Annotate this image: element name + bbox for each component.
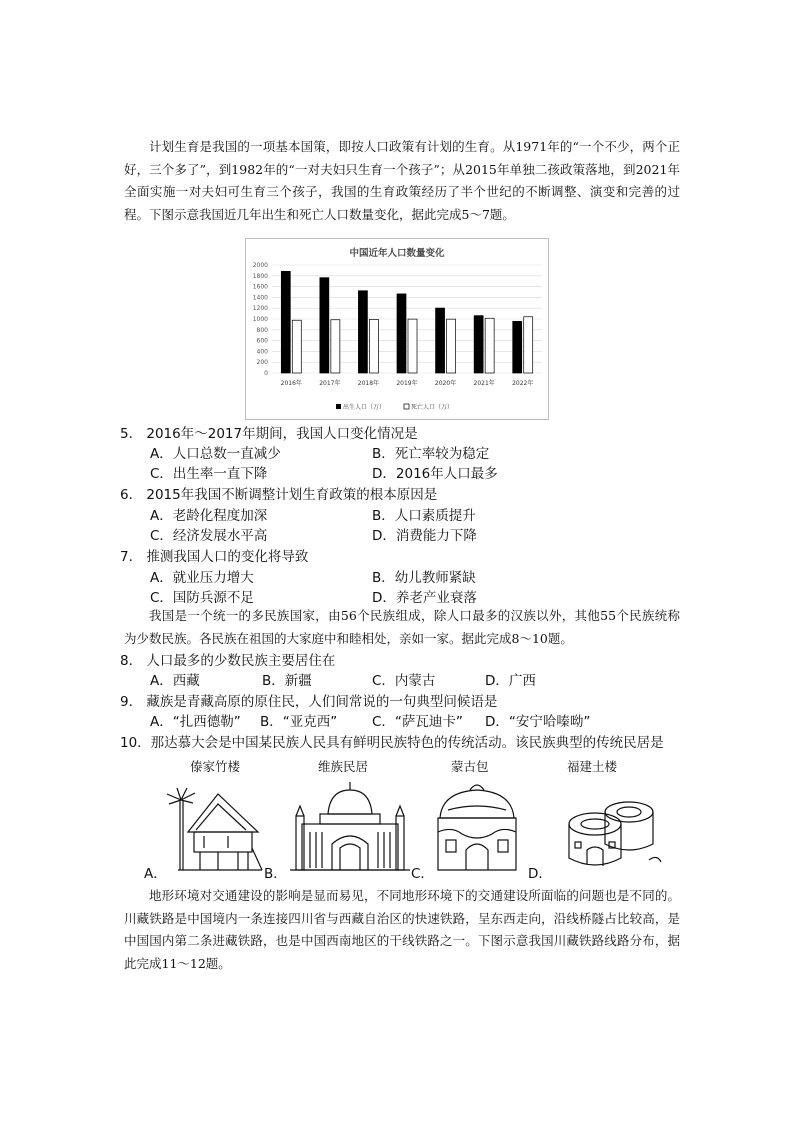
y-tick-label: 1200 [252,305,268,313]
question-9-stem: 9． 藏族是青藏高原的原住民，人们间常说的一句典型问候语是 [120,694,498,710]
births-bar-2018年 [358,291,367,373]
mongolian-yurt-illustration[interactable] [432,772,522,878]
question-10-stem: 10．那达慕大会是中国某民族人民具有鲜明民族特色的传统活动。该民族典型的传统民居是 [120,735,664,751]
fujian-tulou-illustration[interactable] [563,794,663,878]
births-bar-2016年 [281,271,290,373]
uyghur-house-illustration[interactable] [290,772,410,878]
x-tick-label: 2019年 [396,380,418,387]
house-option-b-letter: B． [264,866,287,882]
question-9-option-d[interactable]: D．“安宁哈嗪呦” [485,714,591,730]
question-6-option-a[interactable]: A．老龄化程度加深 [150,508,268,524]
house-label-mongolian-yurt: 蒙古包 [451,759,489,774]
chart-legend [336,403,453,411]
question-9-option-c[interactable]: C．“萨瓦迪卡” [372,714,463,730]
x-tick-label: 2018年 [357,380,380,387]
y-tick-label: 400 [256,348,268,356]
y-tick-label: 1800 [252,272,268,280]
deaths-bar-2016年 [292,320,301,373]
y-tick-label: 0 [264,370,268,377]
births-bar-2017年 [320,278,329,373]
intro-paragraph-sichuan-tibet-railway: 地形环境对交通建设的影响是显而易见，不同地形环境下的交通建设所面临的问题也是不同的。川藏铁路是中国境内一条连接四川省与西藏自治区的快速铁路，呈东西走向，沿线桥隧占比较高，是中国国内第二条进藏铁路，也是中国西南地区的干线铁路之一。下图示意我国川藏铁路线路分布，据此完成11～12题。 [124,888,680,971]
births-bar-2021年 [474,316,483,373]
x-tick-label: 2020年 [434,380,457,387]
y-tick-label: 600 [256,337,268,345]
house-option-c-letter: C． [411,866,434,882]
question-8-stem: 8． 人口最多的少数民族主要居住在 [120,653,336,669]
intro-paragraph-population: 计划生育是我国的一项基本国策，即按人口政策有计划的生育。从1971年的“一个不少，两个正好，三个多了”，到1982年的“一对夫妇只生育一个孩子”；从2015年单独二孩政策落地，到2021年全面实施一对夫妇可生育三个孩子，我国的生育政策经历了半个世纪的不断调整、演变和完善的过程。下图示意我国近几年出生和死亡人口数量变化，据此完成5～7题。 [124,139,680,222]
y-tick-label: 1600 [252,283,268,291]
house-option-d-letter: D． [528,866,552,882]
legend-births: 出生人口（万） [343,404,386,411]
deaths-bar-2022年 [524,317,533,373]
question-9-option-a[interactable]: A．“扎西德勒” [150,714,241,730]
house-option-a-letter: A． [144,866,167,882]
x-tick-label: 2022年 [512,380,534,387]
question-8-option-c[interactable]: C．内蒙古 [372,673,436,689]
deaths-bar-2018年 [369,319,378,373]
question-7-option-c[interactable]: C．国防兵源不足 [150,590,254,606]
question-6-option-c[interactable]: C．经济发展水平高 [150,528,268,544]
question-7-option-b[interactable]: B．幼儿教师紧缺 [372,570,476,586]
y-tick-label: 2000 [252,262,268,269]
births-bar-2019年 [397,294,406,373]
question-6-option-b[interactable]: B．人口素质提升 [372,508,476,524]
y-tick-label: 800 [256,326,268,334]
house-label-fujian-tulou: 福建土楼 [567,759,618,774]
deaths-bar-2020年 [447,319,456,373]
question-9-option-b[interactable]: B．“亚克西” [260,714,338,730]
deaths-bar-2019年 [408,319,417,373]
births-bar-2022年 [513,321,522,373]
house-label-uyghur: 维族民居 [318,759,369,774]
question-5-option-d[interactable]: D．2016年人口最多 [372,466,498,482]
births-bar-2020年 [436,308,445,373]
chart-title: 中国近年人口数量变化 [349,248,445,259]
intro-paragraph-ethnic-groups: 我国是一个统一的多民族国家，由56个民族组成，除人口最多的汉族以外，其他55个民族统称为少数民族。各民族在祖国的大家庭中和睦相处，亲如一家。据此完成8～10题。 [124,608,680,646]
question-7-stem: 7． 推测我国人口的变化将导致 [120,549,309,565]
question-6-option-d[interactable]: D．消费能力下降 [372,528,477,544]
question-5-stem: 5． 2016年～2017年期间，我国人口变化情况是 [120,426,418,442]
question-7-option-a[interactable]: A．就业压力增大 [150,570,254,586]
question-8-option-b[interactable]: B．新疆 [262,673,312,689]
question-6-stem: 6． 2015年我国不断调整计划生育政策的根本原因是 [120,487,438,503]
x-tick-label: 2016年 [280,380,302,387]
y-tick-label: 1400 [252,294,268,302]
population-chart [245,238,549,420]
question-7-option-d[interactable]: D．养老产业衰落 [372,590,477,606]
question-5-option-b[interactable]: B．死亡率较为稳定 [372,446,490,462]
y-tick-label: 1000 [252,316,268,323]
house-label-dai-bamboo: 傣家竹楼 [190,759,241,774]
deaths-bar-2021年 [485,318,494,373]
x-tick-label: 2017年 [319,380,341,387]
question-5-option-a[interactable]: A．人口总数一直减少 [150,446,281,462]
legend-swatch-deaths [404,404,409,409]
legend-swatch-births [336,404,341,409]
deaths-bar-2017年 [331,320,340,373]
legend-deaths: 死亡人口（万） [411,404,454,411]
question-5-option-c[interactable]: C．出生率一直下降 [150,466,268,482]
y-tick-label: 200 [256,359,268,367]
dai-bamboo-house-illustration[interactable] [158,772,266,878]
population-chart-svg [246,239,548,419]
question-8-option-d[interactable]: D．广西 [485,673,536,689]
x-tick-label: 2021年 [473,380,495,387]
question-8-option-a[interactable]: A．西藏 [150,673,200,689]
